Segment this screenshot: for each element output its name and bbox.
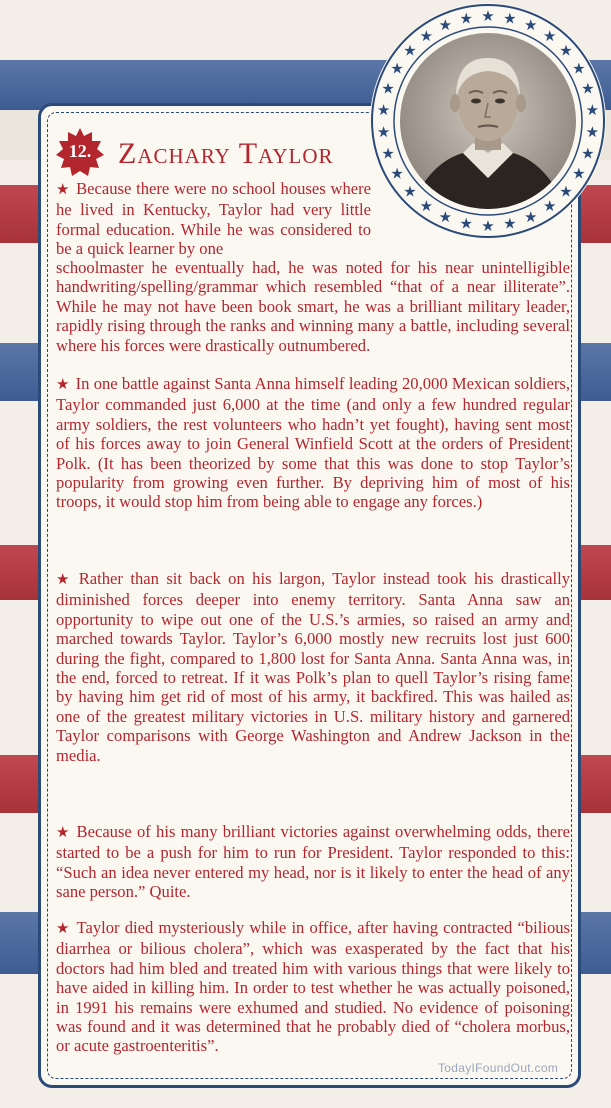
ring-star-icon: ★ <box>390 166 404 183</box>
ring-star-icon: ★ <box>542 29 557 46</box>
star-bullet-icon: ★ <box>56 572 73 588</box>
number-badge <box>55 127 105 177</box>
ring-star-icon: ★ <box>503 11 517 28</box>
ring-star-icon: ★ <box>542 198 557 215</box>
paragraph-3: ★ Rather than sit back on his largon, Taylor instead took his drastically diminished forces deeper into enemy territory. Santa Anna saw an opportunity to wipe out one of the U.S.’s armies, so raised an army and marched towards Taylor. Taylor’s 6,000 mostly new recruits lost just 600 during the fight, compared to 1,800 lost for Santa Anna. Santa Anna was, in the end, forced to retreat. If it was Polk’s plan to quell Taylor’s rising fame by having him get rid of most of his army, it backfired. This was hailed as one of the greatest military victories in U.S. military history and garnered Taylor comparisons with George Washington and Andrew Jackson in the media. <box>56 569 570 765</box>
star-bullet-icon: ★ <box>56 825 71 841</box>
ring-star-icon: ★ <box>459 216 473 233</box>
ring-star-icon: ★ <box>572 166 586 183</box>
ring-star-icon: ★ <box>376 103 391 119</box>
portrait-photo-icon <box>368 3 608 243</box>
paragraph-4: ★ Because of his many brilliant victories against overwhelming odds, there started to be a push for him to run for President. Taylor responded to this: “Such an idea never entered my head, nor is it likely to enter the head of any sane person.” Quite. <box>56 822 570 902</box>
paragraph-1: schoolmaster he eventually had, he was noted for his near unintelligible handwriting/spelling/grammar which resembled “that of a near illiterate”. While he may not have been book smart, he was a brilliant military leader, rapidly rising through the ranks and winning many a battle, including several where his forces were drastically outnumbered. <box>56 258 570 355</box>
ring-star-icon: ★ <box>503 216 517 233</box>
ring-star-icon: ★ <box>581 81 595 98</box>
ring-star-icon: ★ <box>481 9 495 25</box>
ring-star-icon: ★ <box>390 61 404 78</box>
ring-star-icon: ★ <box>438 209 453 226</box>
portrait-medallion <box>368 3 608 243</box>
fact-number: 12. <box>68 141 92 161</box>
site-watermark: TodayIFoundOut.com <box>438 1061 559 1075</box>
ring-star-icon: ★ <box>438 18 453 35</box>
ring-star-icon: ★ <box>481 219 495 235</box>
ring-star-icon: ★ <box>459 11 473 28</box>
star-bullet-icon: ★ <box>56 377 70 393</box>
paragraph-1-lead: ★ Because there were no school houses where he lived in Kentucky, Taylor had very little formal education. While he was considered to be a quick learner by one <box>56 179 372 259</box>
paragraph-5: ★ Taylor died mysteriously while in office, after having contracted “bilious diarrhea or bilious cholera”, which was exasperated by the fact that his doctors had him bled and treated him with various things that were likely to have aided in killing him. In order to test whether he was actually poisoned, in 1991 his remains were exhumed and studied. No evidence of poisoning was found and it was determined that he probably died of “cholera morbus, or acute gastroenteritis”. <box>56 918 570 1056</box>
star-bullet-icon: ★ <box>56 182 71 198</box>
ring-star-icon: ★ <box>381 146 395 163</box>
ring-star-icon: ★ <box>572 61 586 78</box>
ring-star-icon: ★ <box>523 209 538 226</box>
ring-star-icon: ★ <box>559 43 573 60</box>
ring-star-icon: ★ <box>585 125 600 141</box>
ring-star-icon: ★ <box>419 29 434 46</box>
ring-star-icon: ★ <box>585 103 600 119</box>
ring-star-icon: ★ <box>419 198 434 215</box>
ring-star-icon: ★ <box>403 184 417 201</box>
star-bullet-icon: ★ <box>56 921 71 937</box>
paragraph-2: ★ In one battle against Santa Anna himself leading 20,000 Mexican soldiers, Taylor commanded just 6,000 at the time (and only a few hundred regular army soldiers, the rest volunteers who hadn’t yet fought), having sent most of his forces away to join General Winfield Scott at the orders of President Polk. (It has been theorized by some that this was done to stop Taylor’s popularity from growing even further. By depriving him of most of his troops, it would stop him from being able to engage any forces.) <box>56 374 571 512</box>
ring-star-icon: ★ <box>381 81 395 98</box>
ring-star-icon: ★ <box>403 43 417 60</box>
ring-star-icon: ★ <box>376 125 391 141</box>
page-title: Zachary Taylor <box>118 137 334 170</box>
ring-star-icon: ★ <box>523 18 538 35</box>
ring-star-icon: ★ <box>581 146 595 163</box>
ring-star-icon: ★ <box>559 184 573 201</box>
